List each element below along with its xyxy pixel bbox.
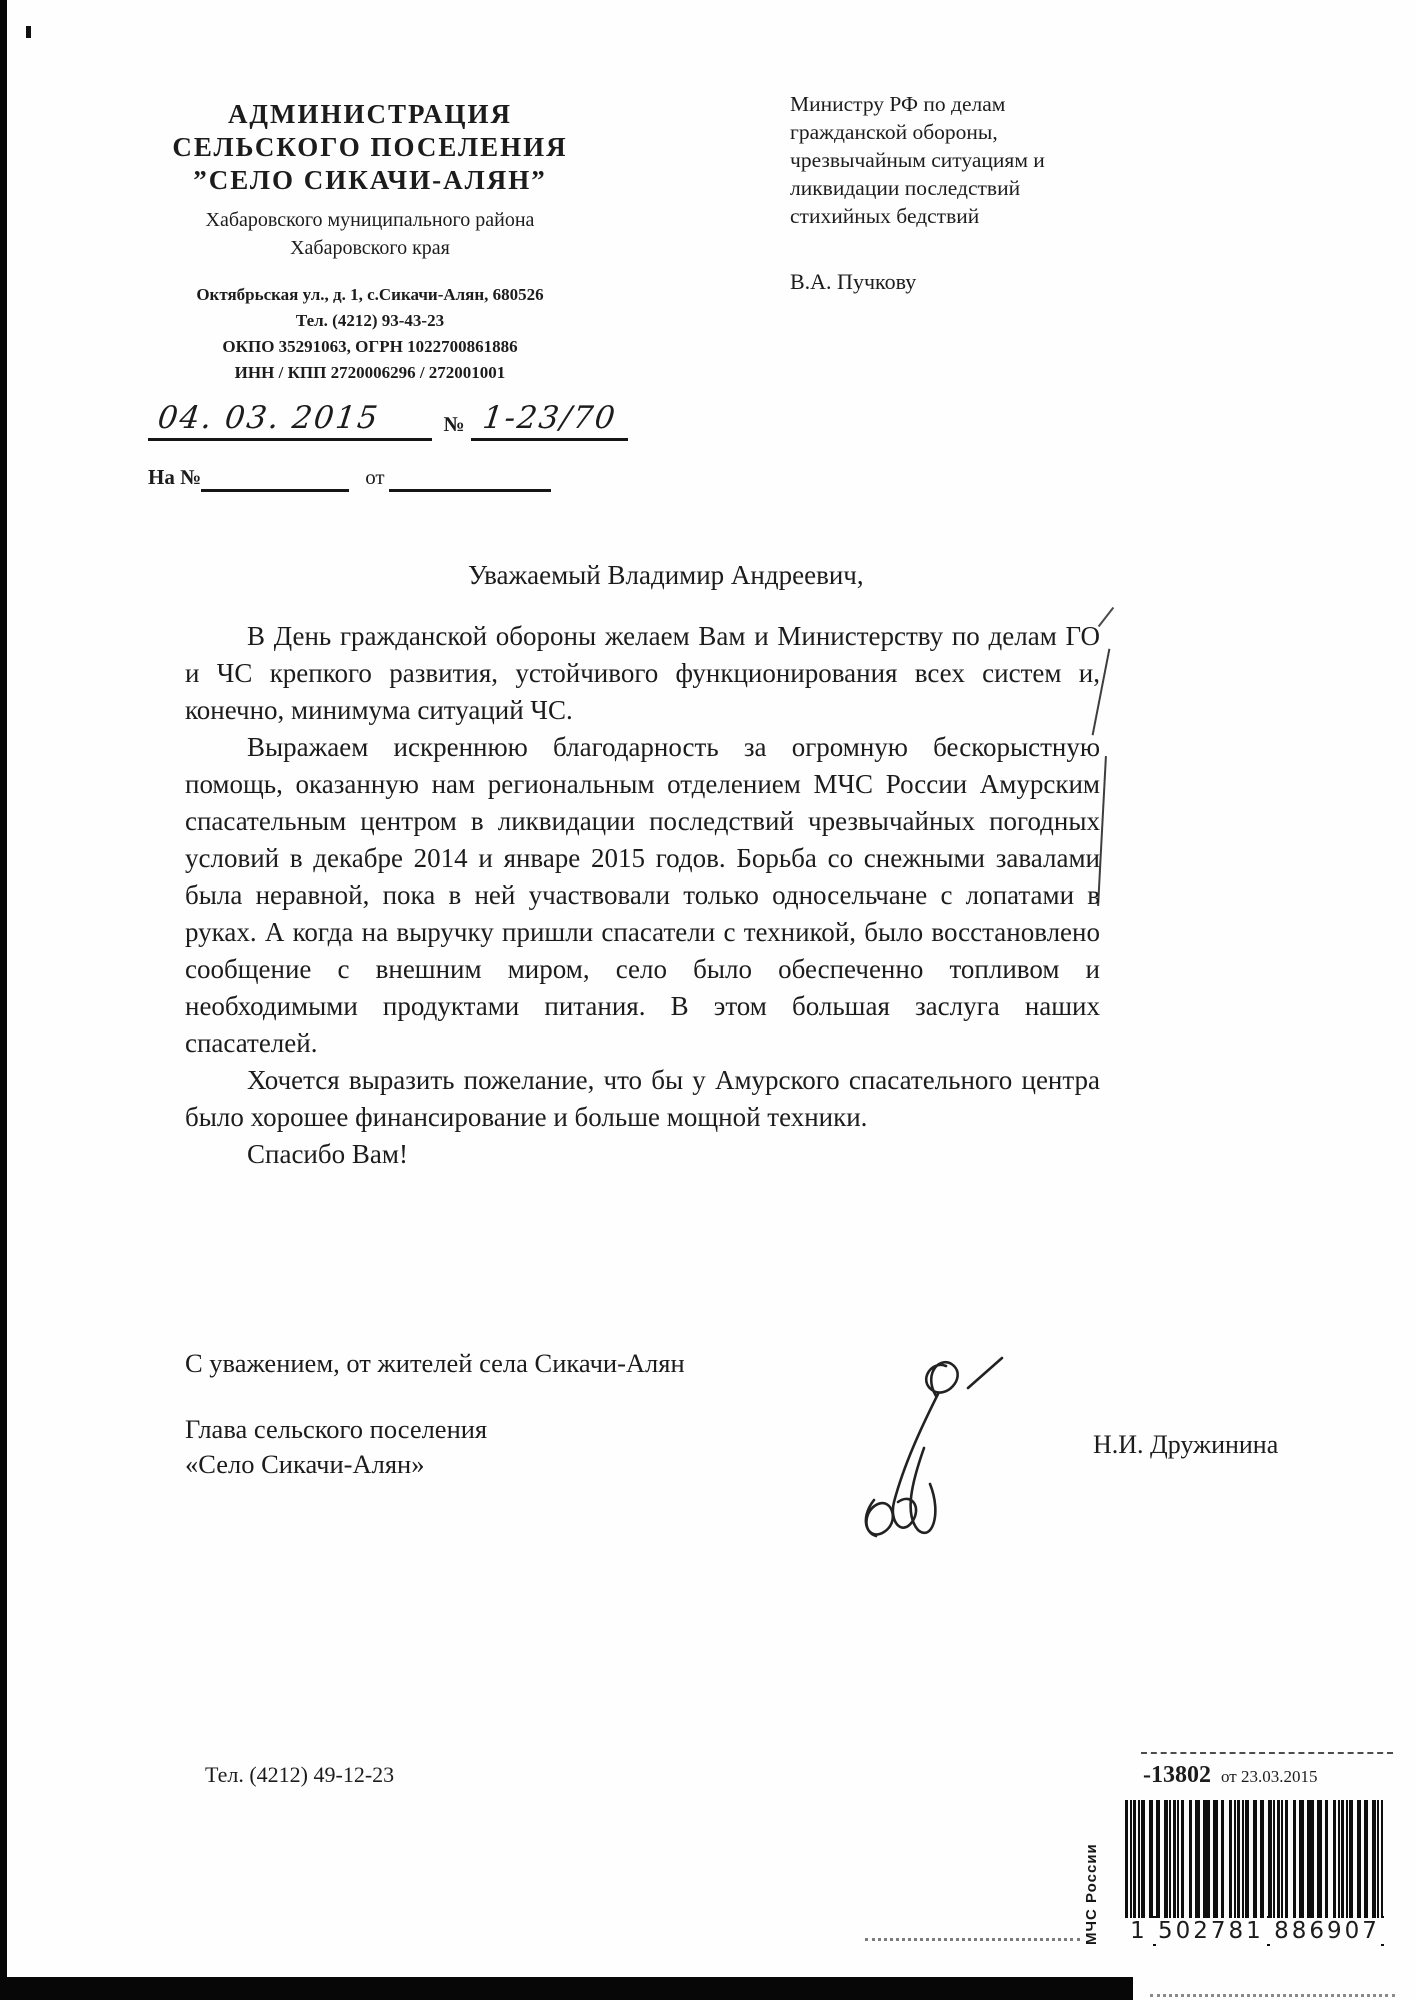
reply-from-label: от bbox=[365, 465, 385, 489]
registration-stamp bbox=[1083, 1750, 1405, 1998]
sender-phone: Тел. (4212) 93-43-23 bbox=[295, 311, 445, 330]
signature-scribble bbox=[840, 1352, 1020, 1552]
sender-address: Октябрьская ул., д. 1, с.Сикачи-Алян, 680526 bbox=[196, 285, 544, 304]
scan-edge-bar-left bbox=[0, 0, 7, 1979]
stamp-number-row bbox=[1143, 1762, 1317, 1789]
stamp-org-vertical-label: МЧС России bbox=[1083, 1843, 1100, 1946]
paragraph-3: Хочется выразить пожелание, что бы у Амурского спасательного центра было хорошее финансирование и больше мощной техники. bbox=[185, 1065, 1100, 1132]
stamp-incoming-number: -13802 bbox=[1143, 1762, 1211, 1788]
date-field bbox=[148, 400, 432, 441]
reply-date-blank-field bbox=[389, 463, 551, 492]
scan-edge-bar-bottom bbox=[0, 1977, 1133, 2000]
sender-letterhead bbox=[145, 98, 595, 386]
handwritten-number: 1-23/70 bbox=[480, 400, 619, 436]
recipient-name: В.А. Пучкову bbox=[790, 269, 917, 294]
sender-region: Хабаровского края bbox=[290, 237, 450, 259]
barcode bbox=[1125, 1800, 1383, 1918]
sender-inn-kpp: ИНН / КПП 2720006296 / 272001001 bbox=[234, 363, 506, 382]
paragraph-2: Выражаем искреннюю благодарность за огромную бескорыстную помощь, оказанную нам региональным отделением МЧС России Амурским спасательным центром в ликвидации последствий чрезвычайных погодных условий в декабре 2014 и январе 2015 годов. Борьба со снежными завалами была неравной, пока в ней участвовали только односельчане с лопатами в руках. А когда на выручку пришли спасатели с техникой, было восстановлено сообщение с внешним миром, село было обеспеченно топливом и необходимыми продуктами питания. В этом большая заслуга наших спасателей. bbox=[185, 732, 1100, 1058]
stamp-dashed-line bbox=[1141, 1752, 1393, 1754]
salutation: Уважаемый Владимир Андреевич, bbox=[468, 560, 864, 590]
footer-phone: Тел. (4212) 49-12-23 bbox=[205, 1762, 395, 1787]
paragraph-4: Спасибо Вам! bbox=[247, 1139, 408, 1169]
sender-contact-block bbox=[145, 282, 595, 386]
sender-org-line3: ”СЕЛО СИКАЧИ-АЛЯН” bbox=[193, 165, 547, 195]
number-sign-label: № bbox=[443, 412, 465, 436]
signer-position-line2: «Село Сикачи-Алян» bbox=[185, 1449, 425, 1479]
scan-dotted-mark bbox=[865, 1938, 1080, 1941]
reference-line-reply bbox=[148, 463, 628, 492]
outgoing-number-field bbox=[471, 400, 628, 441]
stamp-date: от 23.03.2015 bbox=[1221, 1767, 1318, 1786]
scan-stray-mark bbox=[1098, 607, 1114, 627]
reply-number-label: На № bbox=[148, 465, 202, 489]
scan-edge-blob bbox=[26, 26, 31, 38]
sender-org-line1: АДМИНИСТРАЦИЯ bbox=[227, 99, 513, 129]
sender-okpo-ogrn: ОКПО 35291063, ОГРН 1022700861886 bbox=[222, 337, 518, 356]
signer-position bbox=[185, 1412, 487, 1482]
barcode-digits: 1 502781 886907 bbox=[1117, 1918, 1393, 1944]
reference-line-date-number bbox=[148, 400, 628, 441]
reference-block bbox=[148, 400, 628, 492]
sender-district: Хабаровского муниципального района bbox=[205, 209, 535, 231]
handwritten-date: 04. 03. 2015 bbox=[155, 400, 382, 436]
recipient-title: Министру РФ по делам гражданской обороны, чрезвычайным ситуациям и ликвидации последствий стихийных бедствий bbox=[790, 92, 1045, 228]
letter-body bbox=[185, 618, 1100, 1173]
signer-name: Н.И. Дружинина bbox=[1093, 1430, 1279, 1459]
recipient-block bbox=[790, 90, 1115, 296]
reply-number-blank-field bbox=[201, 463, 349, 492]
signer-position-line1: Глава сельского поселения bbox=[185, 1414, 488, 1444]
sender-org-line2: СЕЛЬСКОГО ПОСЕЛЕНИЯ bbox=[172, 132, 568, 162]
paragraph-1: В День гражданской обороны желаем Вам и Министерству по делам ГО и ЧС крепкого развития, устойчивого функционирования всех систем и, конечно, минимума ситуаций ЧС. bbox=[185, 621, 1100, 725]
handwritten-signature bbox=[840, 1352, 1020, 1557]
closing-regards: С уважением, от жителей села Сикачи-Алян bbox=[185, 1348, 685, 1378]
